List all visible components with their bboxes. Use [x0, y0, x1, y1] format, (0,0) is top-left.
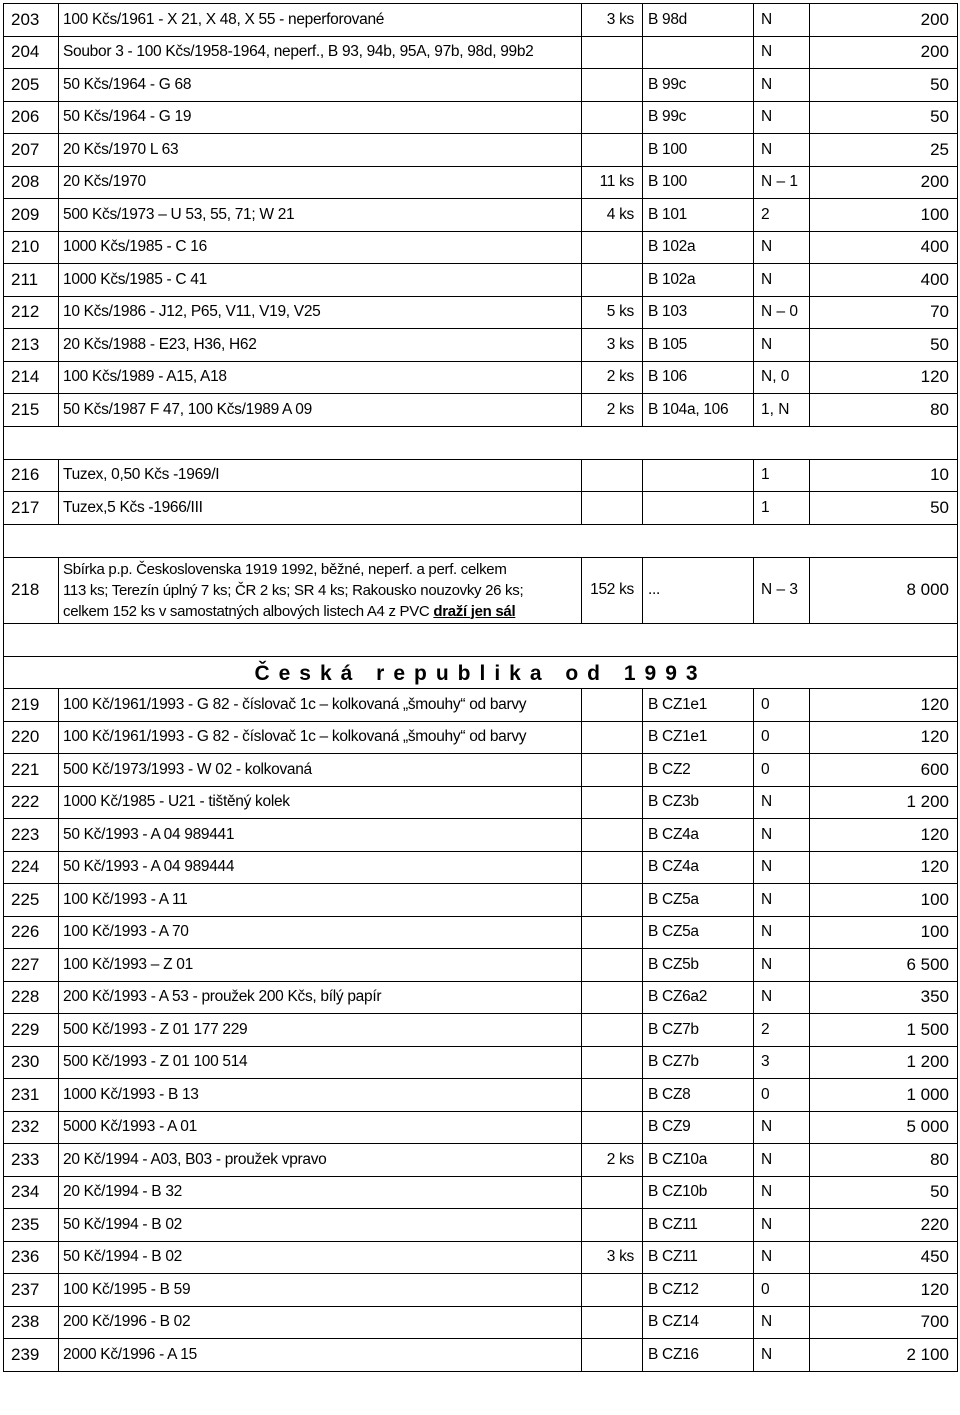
lot-catalog-ref: B 104a, 106 — [643, 394, 754, 427]
section-title: Česká republika od 1993 — [4, 656, 958, 689]
lot-quantity: 3 ks — [582, 1241, 643, 1274]
table-row — [4, 1339, 958, 1372]
lot-catalog-ref: B CZ2 — [643, 754, 754, 787]
lot-number: 233 — [4, 1144, 59, 1177]
lot-number: 215 — [4, 394, 59, 427]
lot-quantity — [582, 851, 643, 884]
lot-catalog-ref — [643, 36, 754, 69]
lot-description: 100 Kč/1995 - B 59 — [59, 1274, 582, 1307]
lot-catalog-ref: B 98d — [643, 4, 754, 37]
table-row — [4, 199, 958, 232]
lot-price: 1 500 — [810, 1014, 958, 1047]
lot-number: 220 — [4, 721, 59, 754]
lot-number: 222 — [4, 786, 59, 819]
lot-price: 120 — [810, 819, 958, 852]
lot-quantity — [582, 231, 643, 264]
lot-price: 2 100 — [810, 1339, 958, 1372]
lot-description: Tuzex, 0,50 Kčs -1969/I — [59, 459, 582, 492]
lot-description: 5000 Kč/1993 - A 01 — [59, 1111, 582, 1144]
lot-description: 100 Kč/1993 - A 11 — [59, 884, 582, 917]
lot-number: 210 — [4, 231, 59, 264]
lot-condition: N — [754, 949, 810, 982]
lot-catalog-ref: B CZ10a — [643, 1144, 754, 1177]
lot-quantity — [582, 754, 643, 787]
lot-condition: N — [754, 134, 810, 167]
lot-price: 120 — [810, 1274, 958, 1307]
table-row — [4, 1241, 958, 1274]
lot-note: draží jen sál — [433, 602, 516, 620]
lot-condition: N — [754, 1209, 810, 1242]
lot-description: 100 Kčs/1961 - X 21, X 48, X 55 - neperforované — [59, 4, 582, 37]
lot-number: 218 — [4, 557, 59, 623]
lot-condition: N — [754, 819, 810, 852]
lot-condition: N — [754, 1144, 810, 1177]
lot-description: 200 Kč/1996 - B 02 — [59, 1306, 582, 1339]
table-row — [4, 1306, 958, 1339]
lot-condition: N — [754, 851, 810, 884]
lot-condition: 3 — [754, 1046, 810, 1079]
lot-condition: N — [754, 884, 810, 917]
table-row — [4, 4, 958, 37]
lot-number: 231 — [4, 1079, 59, 1112]
lot-catalog-ref: B CZ3b — [643, 786, 754, 819]
lot-price: 10 — [810, 459, 958, 492]
table-row — [4, 134, 958, 167]
lot-price: 600 — [810, 754, 958, 787]
lot-description: 1000 Kč/1993 - B 13 — [59, 1079, 582, 1112]
lot-catalog-ref: B CZ1e1 — [643, 721, 754, 754]
lot-description: Tuzex,5 Kčs -1966/III — [59, 492, 582, 525]
lot-quantity — [582, 1046, 643, 1079]
lot-description-line: 113 ks; Terezín úplný 7 ks; ČR 2 ks; SR 4 ks; Rakousko nouzovky 26 ks; — [63, 581, 524, 599]
lot-quantity — [582, 949, 643, 982]
lot-catalog-ref — [643, 492, 754, 525]
table-row — [4, 1014, 958, 1047]
table-row — [4, 557, 958, 623]
table-row — [4, 1111, 958, 1144]
lot-catalog-ref: B CZ10b — [643, 1176, 754, 1209]
lot-catalog-ref: B CZ5a — [643, 916, 754, 949]
table-row — [4, 819, 958, 852]
lot-description: 100 Kč/1993 - A 70 — [59, 916, 582, 949]
section-heading-group — [4, 656, 958, 689]
lot-price: 700 — [810, 1306, 958, 1339]
lot-quantity — [582, 1339, 643, 1372]
lot-price: 50 — [810, 329, 958, 362]
table-row — [4, 1176, 958, 1209]
lot-price: 8 000 — [810, 557, 958, 623]
table-row — [4, 1079, 958, 1112]
lot-number: 230 — [4, 1046, 59, 1079]
spacer-row-group — [4, 524, 958, 557]
lot-description: 100 Kč/1961/1993 - G 82 - číslovač 1c – kolkovaná „šmouhy“ od barvy — [59, 689, 582, 722]
lot-number: 229 — [4, 1014, 59, 1047]
lot-price: 80 — [810, 1144, 958, 1177]
lot-condition: N — [754, 1306, 810, 1339]
table-row — [4, 361, 958, 394]
table-row — [4, 1274, 958, 1307]
catalog-group-czechoslovakia — [4, 4, 958, 427]
lot-quantity — [582, 36, 643, 69]
lot-price: 200 — [810, 166, 958, 199]
lot-condition: N — [754, 36, 810, 69]
lot-quantity: 3 ks — [582, 4, 643, 37]
lot-number: 214 — [4, 361, 59, 394]
table-row — [4, 394, 958, 427]
table-row — [4, 754, 958, 787]
table-row — [4, 949, 958, 982]
lot-number: 239 — [4, 1339, 59, 1372]
table-row — [4, 786, 958, 819]
table-row — [4, 166, 958, 199]
lot-description: 50 Kč/1994 - B 02 — [59, 1241, 582, 1274]
lot-quantity — [582, 1014, 643, 1047]
lot-number: 236 — [4, 1241, 59, 1274]
table-row — [4, 296, 958, 329]
lot-quantity — [582, 981, 643, 1014]
lot-quantity — [582, 101, 643, 134]
lot-condition: 1 — [754, 459, 810, 492]
table-row — [4, 916, 958, 949]
lot-quantity — [582, 1274, 643, 1307]
lot-condition: 2 — [754, 199, 810, 232]
lot-quantity — [582, 721, 643, 754]
lot-catalog-ref: ... — [643, 557, 754, 623]
lot-price: 1 200 — [810, 786, 958, 819]
lot-catalog-ref: B CZ6a2 — [643, 981, 754, 1014]
lot-price: 25 — [810, 134, 958, 167]
lot-price: 50 — [810, 69, 958, 102]
lot-catalog-ref: B 102a — [643, 264, 754, 297]
lot-number: 228 — [4, 981, 59, 1014]
catalog-group-tuzex — [4, 459, 958, 524]
lot-description: 500 Kč/1973/1993 - W 02 - kolkovaná — [59, 754, 582, 787]
lot-condition: N — [754, 1176, 810, 1209]
lot-price: 5 000 — [810, 1111, 958, 1144]
table-row — [4, 851, 958, 884]
lot-catalog-ref: B CZ5a — [643, 884, 754, 917]
lot-price: 120 — [810, 361, 958, 394]
lot-condition: N – 0 — [754, 296, 810, 329]
lot-condition: N — [754, 916, 810, 949]
lot-catalog-ref: B CZ5b — [643, 949, 754, 982]
lot-number: 227 — [4, 949, 59, 982]
lot-condition: N — [754, 981, 810, 1014]
table-row — [4, 264, 958, 297]
lot-condition: N — [754, 329, 810, 362]
table-row — [4, 1046, 958, 1079]
table-row — [4, 69, 958, 102]
table-row — [4, 231, 958, 264]
section-heading-row — [4, 656, 958, 689]
lot-description: 100 Kč/1961/1993 - G 82 - číslovač 1c – kolkovaná „šmouhy“ od barvy — [59, 721, 582, 754]
lot-price: 100 — [810, 916, 958, 949]
lot-price: 120 — [810, 689, 958, 722]
lot-number: 208 — [4, 166, 59, 199]
lot-condition: N — [754, 786, 810, 819]
catalog-group-czech-republic — [4, 689, 958, 1372]
lot-description: 1000 Kčs/1985 - C 41 — [59, 264, 582, 297]
lot-number: 235 — [4, 1209, 59, 1242]
lot-number: 207 — [4, 134, 59, 167]
lot-quantity: 5 ks — [582, 296, 643, 329]
lot-catalog-ref: B CZ14 — [643, 1306, 754, 1339]
lot-quantity — [582, 134, 643, 167]
lot-number: 217 — [4, 492, 59, 525]
lot-price: 6 500 — [810, 949, 958, 982]
lot-catalog-ref: B CZ9 — [643, 1111, 754, 1144]
lot-quantity: 2 ks — [582, 394, 643, 427]
lot-price: 120 — [810, 721, 958, 754]
lot-condition: 1 — [754, 492, 810, 525]
lot-description: Soubor 3 - 100 Kčs/1958-1964, neperf., B 93, 94b, 95A, 97b, 98d, 99b2 — [59, 36, 582, 69]
table-row — [4, 884, 958, 917]
lot-catalog-ref: B 106 — [643, 361, 754, 394]
lot-catalog-ref — [643, 459, 754, 492]
lot-quantity: 3 ks — [582, 329, 643, 362]
lot-condition: N — [754, 231, 810, 264]
lot-quantity — [582, 819, 643, 852]
lot-condition: N — [754, 1111, 810, 1144]
lot-description: 20 Kčs/1988 - E23, H36, H62 — [59, 329, 582, 362]
lot-quantity: 2 ks — [582, 361, 643, 394]
table-row — [4, 981, 958, 1014]
lot-condition: 2 — [754, 1014, 810, 1047]
lot-catalog-ref: B 99c — [643, 101, 754, 134]
lot-catalog-ref: B CZ7b — [643, 1046, 754, 1079]
lot-price: 350 — [810, 981, 958, 1014]
lot-price: 120 — [810, 851, 958, 884]
lot-price: 450 — [810, 1241, 958, 1274]
lot-condition: N, 0 — [754, 361, 810, 394]
lot-price: 400 — [810, 264, 958, 297]
lot-price: 100 — [810, 884, 958, 917]
spacer-row — [4, 426, 958, 459]
lot-condition: 0 — [754, 1079, 810, 1112]
lot-condition: N — [754, 264, 810, 297]
lot-catalog-ref: B CZ11 — [643, 1209, 754, 1242]
lot-description-line: Sbírka p.p. Československa 1919 1992, běžné, neperf. a perf. celkem — [63, 560, 507, 578]
lot-number: 234 — [4, 1176, 59, 1209]
table-row — [4, 459, 958, 492]
lot-description: 500 Kčs/1973 – U 53, 55, 71; W 21 — [59, 199, 582, 232]
lot-condition: N — [754, 1339, 810, 1372]
table-row — [4, 329, 958, 362]
spacer-row — [4, 623, 958, 656]
lot-number: 232 — [4, 1111, 59, 1144]
lot-quantity — [582, 786, 643, 819]
lot-catalog-ref: B 103 — [643, 296, 754, 329]
lot-catalog-ref: B CZ16 — [643, 1339, 754, 1372]
lot-description: 20 Kč/1994 - A03, B03 - proužek vpravo — [59, 1144, 582, 1177]
table-row — [4, 1144, 958, 1177]
lot-quantity — [582, 69, 643, 102]
lot-quantity — [582, 264, 643, 297]
lot-condition: N — [754, 101, 810, 134]
lot-number: 238 — [4, 1306, 59, 1339]
lot-description: 50 Kč/1993 - A 04 989444 — [59, 851, 582, 884]
catalog-group-collection — [4, 557, 958, 623]
lot-price: 80 — [810, 394, 958, 427]
catalog-table — [3, 3, 958, 1372]
lot-quantity — [582, 689, 643, 722]
lot-description-line: celkem 152 ks v samostatných albových listech A4 z PVC — [63, 602, 430, 620]
lot-quantity: 152 ks — [582, 557, 643, 623]
lot-number: 204 — [4, 36, 59, 69]
lot-number: 237 — [4, 1274, 59, 1307]
lot-quantity — [582, 459, 643, 492]
lot-quantity — [582, 1306, 643, 1339]
lot-catalog-ref: B CZ4a — [643, 851, 754, 884]
spacer-row-group — [4, 426, 958, 459]
table-row — [4, 721, 958, 754]
table-row — [4, 101, 958, 134]
lot-description: 1000 Kčs/1985 - C 16 — [59, 231, 582, 264]
lot-description: 10 Kčs/1986 - J12, P65, V11, V19, V25 — [59, 296, 582, 329]
lot-catalog-ref: B 101 — [643, 199, 754, 232]
lot-number: 212 — [4, 296, 59, 329]
lot-description: 50 Kčs/1964 - G 19 — [59, 101, 582, 134]
lot-number: 206 — [4, 101, 59, 134]
lot-catalog-ref: B 102a — [643, 231, 754, 264]
lot-price: 1 000 — [810, 1079, 958, 1112]
lot-description: 20 Kč/1994 - B 32 — [59, 1176, 582, 1209]
lot-condition: N — [754, 69, 810, 102]
lot-catalog-ref: B CZ4a — [643, 819, 754, 852]
table-row — [4, 689, 958, 722]
lot-catalog-ref: B CZ7b — [643, 1014, 754, 1047]
lot-description: 50 Kčs/1964 - G 68 — [59, 69, 582, 102]
lot-catalog-ref: B 100 — [643, 134, 754, 167]
lot-price: 50 — [810, 1176, 958, 1209]
lot-catalog-ref: B CZ8 — [643, 1079, 754, 1112]
lot-description — [59, 557, 582, 623]
lot-number: 209 — [4, 199, 59, 232]
lot-description: 1000 Kč/1985 - U21 - tištěný kolek — [59, 786, 582, 819]
lot-quantity: 2 ks — [582, 1144, 643, 1177]
lot-catalog-ref: B 99c — [643, 69, 754, 102]
lot-quantity — [582, 1209, 643, 1242]
lot-quantity — [582, 1079, 643, 1112]
lot-description: 200 Kč/1993 - A 53 - proužek 200 Kčs, bílý papír — [59, 981, 582, 1014]
lot-condition: 0 — [754, 754, 810, 787]
lot-catalog-ref: B 100 — [643, 166, 754, 199]
lot-description: 50 Kč/1993 - A 04 989441 — [59, 819, 582, 852]
lot-price: 200 — [810, 4, 958, 37]
lot-price: 400 — [810, 231, 958, 264]
table-row — [4, 36, 958, 69]
lot-catalog-ref: B CZ11 — [643, 1241, 754, 1274]
lot-price: 1 200 — [810, 1046, 958, 1079]
lot-description: 500 Kč/1993 - Z 01 177 229 — [59, 1014, 582, 1047]
lot-number: 221 — [4, 754, 59, 787]
lot-condition: N – 3 — [754, 557, 810, 623]
lot-number: 225 — [4, 884, 59, 917]
lot-price: 200 — [810, 36, 958, 69]
lot-condition: N – 1 — [754, 166, 810, 199]
table-row — [4, 1209, 958, 1242]
lot-price: 50 — [810, 101, 958, 134]
spacer-row-group — [4, 623, 958, 656]
lot-catalog-ref: B CZ1e1 — [643, 689, 754, 722]
lot-quantity: 4 ks — [582, 199, 643, 232]
lot-number: 224 — [4, 851, 59, 884]
lot-number: 219 — [4, 689, 59, 722]
lot-number: 211 — [4, 264, 59, 297]
lot-number: 223 — [4, 819, 59, 852]
lot-catalog-ref: B 105 — [643, 329, 754, 362]
lot-quantity — [582, 1111, 643, 1144]
lot-description: 2000 Kč/1996 - A 15 — [59, 1339, 582, 1372]
lot-quantity — [582, 492, 643, 525]
spacer-row — [4, 524, 958, 557]
lot-description: 500 Kč/1993 - Z 01 100 514 — [59, 1046, 582, 1079]
lot-price: 50 — [810, 492, 958, 525]
lot-description: 50 Kčs/1987 F 47, 100 Kčs/1989 A 09 — [59, 394, 582, 427]
lot-condition: 1, N — [754, 394, 810, 427]
lot-condition: N — [754, 4, 810, 37]
lot-number: 203 — [4, 4, 59, 37]
lot-price: 70 — [810, 296, 958, 329]
lot-description: 20 Kčs/1970 — [59, 166, 582, 199]
lot-number: 226 — [4, 916, 59, 949]
lot-description: 100 Kčs/1989 - A15, A18 — [59, 361, 582, 394]
lot-description: 100 Kč/1993 – Z 01 — [59, 949, 582, 982]
lot-quantity — [582, 884, 643, 917]
lot-quantity — [582, 916, 643, 949]
lot-description: 50 Kč/1994 - B 02 — [59, 1209, 582, 1242]
lot-description: 20 Kčs/1970 L 63 — [59, 134, 582, 167]
lot-catalog-ref: B CZ12 — [643, 1274, 754, 1307]
lot-price: 220 — [810, 1209, 958, 1242]
lot-condition: 0 — [754, 689, 810, 722]
lot-quantity — [582, 1176, 643, 1209]
lot-condition: 0 — [754, 1274, 810, 1307]
lot-number: 216 — [4, 459, 59, 492]
lot-condition: N — [754, 1241, 810, 1274]
lot-number: 213 — [4, 329, 59, 362]
lot-price: 100 — [810, 199, 958, 232]
lot-condition: 0 — [754, 721, 810, 754]
lot-quantity: 11 ks — [582, 166, 643, 199]
table-row — [4, 492, 958, 525]
lot-number: 205 — [4, 69, 59, 102]
